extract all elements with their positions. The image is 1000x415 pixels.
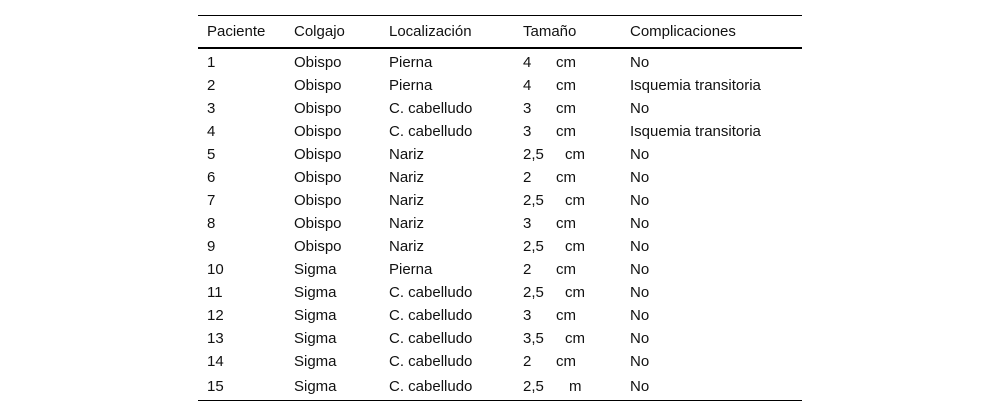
table-row — [198, 304, 802, 327]
cell-paciente: 1 — [207, 54, 216, 71]
tamano-value: 2 — [523, 353, 532, 370]
cell-complicaciones: No — [630, 238, 650, 255]
table-row — [198, 258, 802, 281]
cell-complicaciones: No — [630, 215, 650, 232]
header-paciente: Paciente — [207, 23, 266, 40]
tamano-unit: cm — [565, 192, 585, 209]
cell-paciente: 11 — [207, 284, 223, 301]
cell-complicaciones: No — [630, 378, 650, 395]
cell-complicaciones: Isquemia transitoria — [630, 123, 761, 140]
flap-results-table-container — [198, 15, 802, 401]
cell-colgajo: Sigma — [294, 330, 337, 347]
tamano-value: 2 — [523, 169, 532, 186]
cell-complicaciones: No — [630, 192, 650, 209]
cell-colgajo: Obispo — [294, 169, 342, 186]
cell-localizacion: Pierna — [389, 54, 433, 71]
tamano-value: 2,5 — [523, 146, 544, 163]
cell-paciente: 12 — [207, 307, 224, 324]
tamano-unit: cm — [556, 353, 576, 370]
table-row — [198, 120, 802, 143]
tamano-unit: cm — [556, 77, 576, 94]
cell-paciente: 3 — [207, 100, 216, 117]
cell-localizacion: C. cabelludo — [389, 378, 473, 395]
tamano-value: 2,5 — [523, 238, 544, 255]
cell-colgajo: Obispo — [294, 192, 342, 209]
cell-localizacion: C. cabelludo — [389, 284, 473, 301]
cell-tamano — [514, 189, 621, 212]
cell-complicaciones: No — [630, 261, 650, 278]
tamano-value: 2,5 — [523, 192, 544, 209]
table-row — [198, 350, 802, 373]
tamano-value: 2 — [523, 261, 532, 278]
table-row — [198, 189, 802, 212]
cell-colgajo: Obispo — [294, 238, 342, 255]
tamano-unit: cm — [556, 261, 576, 278]
tamano-unit: cm — [565, 146, 585, 163]
cell-colgajo: Obispo — [294, 146, 342, 163]
cell-colgajo: Sigma — [294, 261, 337, 278]
cell-tamano — [514, 350, 621, 373]
cell-localizacion: Nariz — [389, 146, 425, 163]
table-row — [198, 212, 802, 235]
table-row — [198, 143, 802, 166]
cell-complicaciones: No — [630, 353, 650, 370]
tamano-unit: cm — [565, 238, 585, 255]
cell-tamano — [514, 373, 621, 401]
cell-complicaciones: No — [630, 307, 650, 324]
cell-localizacion: Nariz — [389, 192, 425, 209]
cell-complicaciones: No — [630, 284, 650, 301]
table-row — [198, 97, 802, 120]
header-complicaciones: Complicaciones — [630, 23, 736, 40]
tamano-unit: cm — [556, 169, 576, 186]
cell-localizacion: C. cabelludo — [389, 353, 473, 370]
cell-paciente: 4 — [207, 123, 216, 140]
cell-colgajo: Obispo — [294, 77, 342, 94]
cell-localizacion: C. cabelludo — [389, 100, 473, 117]
cell-localizacion: Nariz — [389, 215, 425, 232]
cell-paciente: 5 — [207, 146, 216, 163]
cell-localizacion: Pierna — [389, 261, 433, 278]
cell-tamano — [514, 143, 621, 166]
cell-paciente: 14 — [207, 353, 224, 370]
header-localizacion: Localización — [389, 23, 472, 40]
table-row — [198, 373, 802, 401]
cell-colgajo: Sigma — [294, 284, 337, 301]
tamano-value: 4 — [523, 77, 532, 94]
table-row — [198, 166, 802, 189]
tamano-unit: cm — [565, 330, 585, 347]
cell-colgajo: Obispo — [294, 54, 342, 71]
cell-tamano — [514, 48, 621, 74]
cell-complicaciones: No — [630, 169, 650, 186]
tamano-value: 3 — [523, 215, 532, 232]
flap-results-table — [198, 15, 802, 401]
tamano-value: 3 — [523, 123, 532, 140]
tamano-unit: cm — [556, 307, 576, 324]
tamano-unit: cm — [556, 100, 576, 117]
header-row — [198, 16, 802, 49]
tamano-value: 4 — [523, 54, 532, 71]
table-row — [198, 48, 802, 74]
cell-tamano — [514, 258, 621, 281]
cell-paciente: 9 — [207, 238, 216, 255]
cell-paciente: 2 — [207, 77, 216, 94]
table-row — [198, 74, 802, 97]
cell-colgajo: Sigma — [294, 307, 337, 324]
cell-tamano — [514, 97, 621, 120]
table-row — [198, 235, 802, 258]
cell-paciente: 8 — [207, 215, 216, 232]
cell-complicaciones: No — [630, 54, 650, 71]
cell-complicaciones: No — [630, 100, 650, 117]
cell-tamano — [514, 327, 621, 350]
tamano-value: 3 — [523, 100, 532, 117]
tamano-unit: m — [569, 378, 582, 395]
cell-localizacion: Pierna — [389, 77, 433, 94]
cell-colgajo: Sigma — [294, 378, 337, 395]
tamano-value: 3,5 — [523, 330, 544, 347]
cell-paciente: 13 — [207, 330, 224, 347]
cell-localizacion: Nariz — [389, 169, 425, 186]
cell-colgajo: Obispo — [294, 215, 342, 232]
tamano-unit: cm — [556, 54, 576, 71]
table-header — [198, 16, 802, 49]
cell-complicaciones: Isquemia transitoria — [630, 77, 761, 94]
cell-tamano — [514, 212, 621, 235]
cell-colgajo: Sigma — [294, 353, 337, 370]
cell-localizacion: C. cabelludo — [389, 123, 473, 140]
cell-colgajo: Obispo — [294, 100, 342, 117]
cell-paciente: 6 — [207, 169, 216, 186]
header-tamano: Tamaño — [523, 23, 577, 40]
cell-localizacion: C. cabelludo — [389, 330, 473, 347]
tamano-unit: cm — [565, 284, 585, 301]
tamano-value: 3 — [523, 307, 532, 324]
cell-complicaciones: No — [630, 146, 650, 163]
cell-tamano — [514, 120, 621, 143]
table-row — [198, 327, 802, 350]
cell-paciente: 7 — [207, 192, 216, 209]
cell-tamano — [514, 166, 621, 189]
cell-paciente: 10 — [207, 261, 224, 278]
cell-tamano — [514, 235, 621, 258]
cell-localizacion: Nariz — [389, 238, 425, 255]
header-colgajo: Colgajo — [294, 23, 345, 40]
tamano-value: 2,5 — [523, 284, 544, 301]
cell-localizacion: C. cabelludo — [389, 307, 473, 324]
tamano-value: 2,5 — [523, 378, 544, 395]
tamano-unit: cm — [556, 123, 576, 140]
cell-colgajo: Obispo — [294, 123, 342, 140]
table-body — [198, 48, 802, 401]
cell-complicaciones: No — [630, 330, 650, 347]
cell-paciente: 15 — [207, 378, 224, 395]
table-row — [198, 281, 802, 304]
cell-tamano — [514, 281, 621, 304]
cell-tamano — [514, 304, 621, 327]
cell-tamano — [514, 74, 621, 97]
tamano-unit: cm — [556, 215, 576, 232]
